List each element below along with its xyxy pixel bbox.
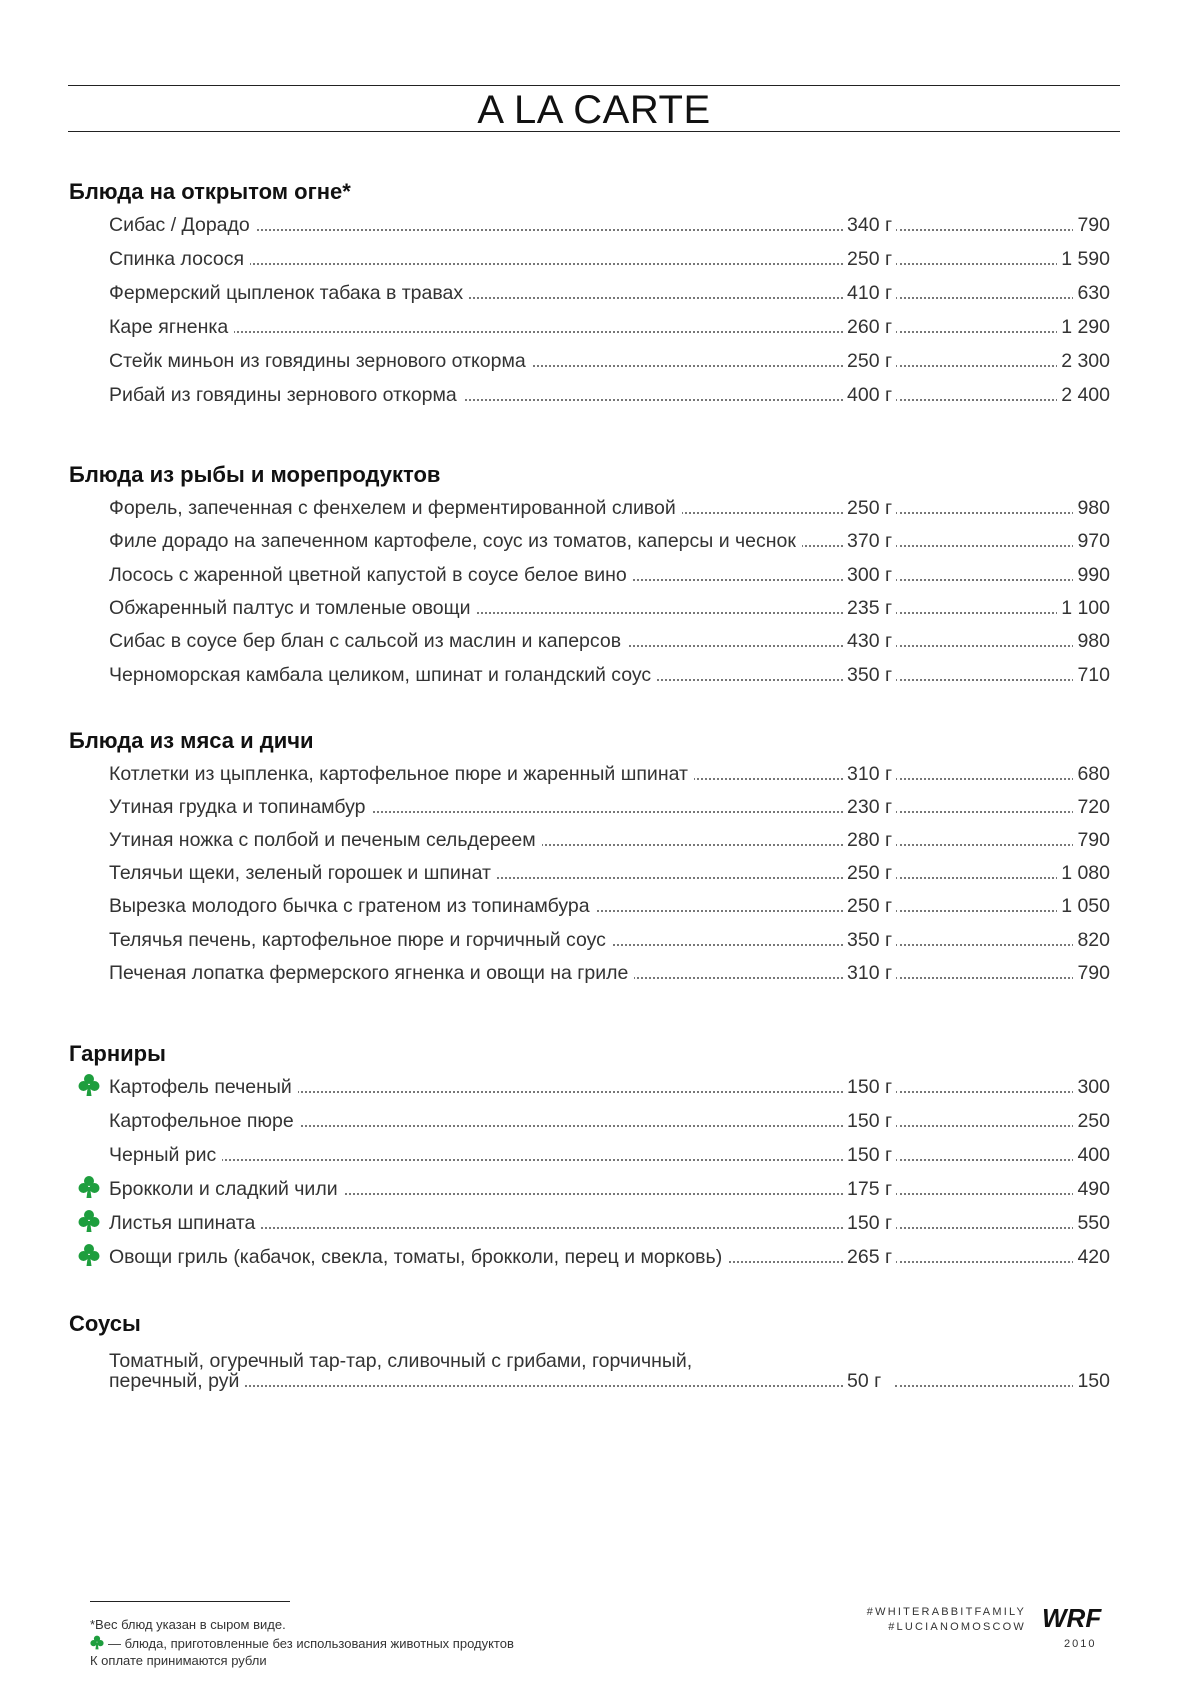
item-weight: 310 г: [843, 762, 896, 786]
club-leaf-icon: [78, 1175, 100, 1199]
item-weight: 250 г: [843, 861, 896, 885]
item-price: 150: [1073, 1369, 1110, 1393]
item-name: Листья шпината: [109, 1211, 261, 1235]
item-weight: 250 г: [843, 894, 896, 918]
item-name: Филе дорадо на запеченном картофеле, соус из томатов, каперсы и чеснок: [109, 529, 802, 553]
item-weight: 410 г: [843, 281, 896, 305]
item-weight: 235 г: [843, 596, 896, 620]
item-name: Картофель печеный: [109, 1075, 298, 1099]
item-name: Каре ягненка: [109, 315, 234, 339]
item-price: 790: [1073, 213, 1110, 237]
item-name: Утиная грудка и топинамбур: [109, 795, 371, 819]
menu-item: [0, 555, 1191, 589]
item-weight: 150 г: [843, 1075, 896, 1099]
item-name: Утиная ножка с полбой и печеным сельдереем: [109, 828, 542, 852]
item-weight: 310 г: [843, 961, 896, 985]
menu-item: [0, 886, 1191, 920]
menu-item: [0, 754, 1191, 788]
item-name: Форель, запеченная с фенхелем и ферментированной сливой: [109, 496, 682, 520]
item-weight: 300 г: [843, 563, 896, 587]
section-title-sauces: Соусы: [69, 1311, 141, 1336]
club-leaf-icon: [78, 1209, 100, 1233]
wrf-logo: [1040, 1603, 1120, 1633]
wrf-logo-text: WRF: [1042, 1603, 1102, 1633]
item-name: Фермерский цыпленок табака в травах: [109, 281, 469, 305]
item-price: 550: [1073, 1211, 1110, 1235]
item-price: 490: [1073, 1177, 1110, 1201]
title-rule-bottom: [68, 131, 1120, 132]
item-name: Черный рис: [109, 1143, 222, 1167]
item-price: 1 080: [1057, 861, 1110, 885]
item-weight: 175 г: [843, 1177, 896, 1201]
item-weight: 250 г: [843, 496, 896, 520]
item-price: 980: [1073, 496, 1110, 520]
menu-item: [0, 820, 1191, 854]
footnote-rule: [90, 1601, 290, 1602]
item-name: Обжаренный палтус и томленые овощи: [109, 596, 477, 620]
section-title-meat: Блюда из мяса и дичи: [69, 728, 314, 753]
item-weight: 250 г: [843, 349, 896, 373]
item-weight: 430 г: [843, 629, 896, 653]
menu-item: [0, 621, 1191, 655]
item-weight: 230 г: [843, 795, 896, 819]
item-name: Спинка лосося: [109, 247, 250, 271]
item-name: Рибай из говядины зернового откорма: [109, 383, 463, 407]
title-rule-top: [68, 85, 1120, 86]
item-weight: 50 г: [843, 1369, 885, 1393]
item-price: 720: [1073, 795, 1110, 819]
item-name: Печеная лопатка фермерского ягненка и овощи на гриле: [109, 961, 634, 985]
item-name: Овощи гриль (кабачок, свекла, томаты, брокколи, перец и морковь): [109, 1245, 728, 1269]
item-name: Вырезка молодого бычка с гратеном из топинамбура: [109, 894, 596, 918]
item-price: 790: [1073, 961, 1110, 985]
item-weight: 260 г: [843, 315, 896, 339]
menu-item: [0, 341, 1191, 375]
item-price: 790: [1073, 828, 1110, 852]
item-price: 1 050: [1057, 894, 1110, 918]
item-weight: 340 г: [843, 213, 896, 237]
menu-item: [0, 655, 1191, 689]
item-weight: 265 г: [843, 1245, 896, 1269]
item-name: Картофельное пюре: [109, 1109, 300, 1133]
item-price: 300: [1073, 1075, 1110, 1099]
item-name: Брокколи и сладкий чили: [109, 1177, 344, 1201]
item-price: 710: [1073, 663, 1110, 687]
brand-tag-whiterabbit: #WHITERABBITFAMILY: [866, 1606, 1026, 1618]
item-price: 630: [1073, 281, 1110, 305]
item-weight: 150 г: [843, 1143, 896, 1167]
menu-item: [0, 488, 1191, 522]
menu-item: [0, 375, 1191, 409]
footnote-raw-weight: *Вес блюд указан в сыром виде.: [90, 1617, 286, 1632]
item-price: 2 300: [1057, 349, 1110, 373]
item-name: Котлетки из цыпленка, картофельное пюре и жаренный шпинат: [109, 762, 694, 786]
item-price: 1 100: [1057, 596, 1110, 620]
menu-item: [0, 521, 1191, 555]
item-weight: 280 г: [843, 828, 896, 852]
footnote-vegan-text: — блюда, приготовленные без использования животных продуктов: [108, 1636, 514, 1651]
item-price: 970: [1073, 529, 1110, 553]
item-name: Сибас / Дорадо: [109, 213, 256, 237]
item-price: 420: [1073, 1245, 1110, 1269]
item-price: 250: [1073, 1109, 1110, 1133]
menu-item: [0, 588, 1191, 622]
menu-item: [0, 205, 1191, 239]
item-price: 990: [1073, 563, 1110, 587]
sauce-list-line: Томатный, огуречный тар-тар, сливочный с грибами, горчичный,: [109, 1350, 693, 1372]
item-weight: 370 г: [843, 529, 896, 553]
section-title-open-fire: Блюда на открытом огне*: [69, 179, 351, 204]
item-price: 820: [1073, 928, 1110, 952]
section-title-fish: Блюда из рыбы и морепродуктов: [69, 462, 441, 487]
footnote-currency: К оплате принимаются рубли: [90, 1653, 267, 1668]
item-price: 980: [1073, 629, 1110, 653]
menu-item: [0, 1237, 1191, 1271]
menu-item: [0, 239, 1191, 273]
menu-item: [0, 853, 1191, 887]
brand-tag-luciano: #LUCIANOMOSCOW: [888, 1621, 1026, 1633]
item-name: Сибас в соусе бер блан с сальсой из маслин и каперсов: [109, 629, 627, 653]
item-weight: 250 г: [843, 247, 896, 271]
item-price: 400: [1073, 1143, 1110, 1167]
menu-item: [0, 1203, 1191, 1237]
club-leaf-icon: [90, 1635, 104, 1650]
item-name: перечный, руй: [109, 1369, 245, 1393]
club-leaf-icon: [78, 1073, 100, 1097]
item-weight: 150 г: [843, 1211, 896, 1235]
section-title-garnish: Гарниры: [69, 1041, 166, 1066]
club-leaf-icon: [78, 1243, 100, 1267]
brand-year: 2010: [1064, 1638, 1097, 1650]
menu-item: [0, 953, 1191, 987]
menu-item: [0, 273, 1191, 307]
item-price: 1 290: [1057, 315, 1110, 339]
item-name: Телячья печень, картофельное пюре и горчичный соус: [109, 928, 612, 952]
menu-item: [0, 1101, 1191, 1135]
item-name: Лосось с жаренной цветной капустой в соусе белое вино: [109, 563, 633, 587]
item-weight: 150 г: [843, 1109, 896, 1133]
item-name: Черноморская камбала целиком, шпинат и голандский соус: [109, 663, 657, 687]
item-price: 680: [1073, 762, 1110, 786]
menu-item: [0, 1135, 1191, 1169]
footnote-vegan: [90, 1635, 514, 1651]
item-weight: 350 г: [843, 928, 896, 952]
item-weight: 350 г: [843, 663, 896, 687]
item-price: 2 400: [1057, 383, 1110, 407]
item-name: Телячьи щеки, зеленый горошек и шпинат: [109, 861, 497, 885]
menu-item: [0, 1067, 1191, 1101]
menu-item: [0, 920, 1191, 954]
menu-item: [0, 307, 1191, 341]
menu-item: [0, 1169, 1191, 1203]
item-weight: 400 г: [843, 383, 896, 407]
page-title: A LA CARTE: [477, 88, 711, 132]
item-price: 1 590: [1057, 247, 1110, 271]
menu-item: [0, 787, 1191, 821]
item-name: Стейк миньон из говядины зернового откорма: [109, 349, 532, 373]
